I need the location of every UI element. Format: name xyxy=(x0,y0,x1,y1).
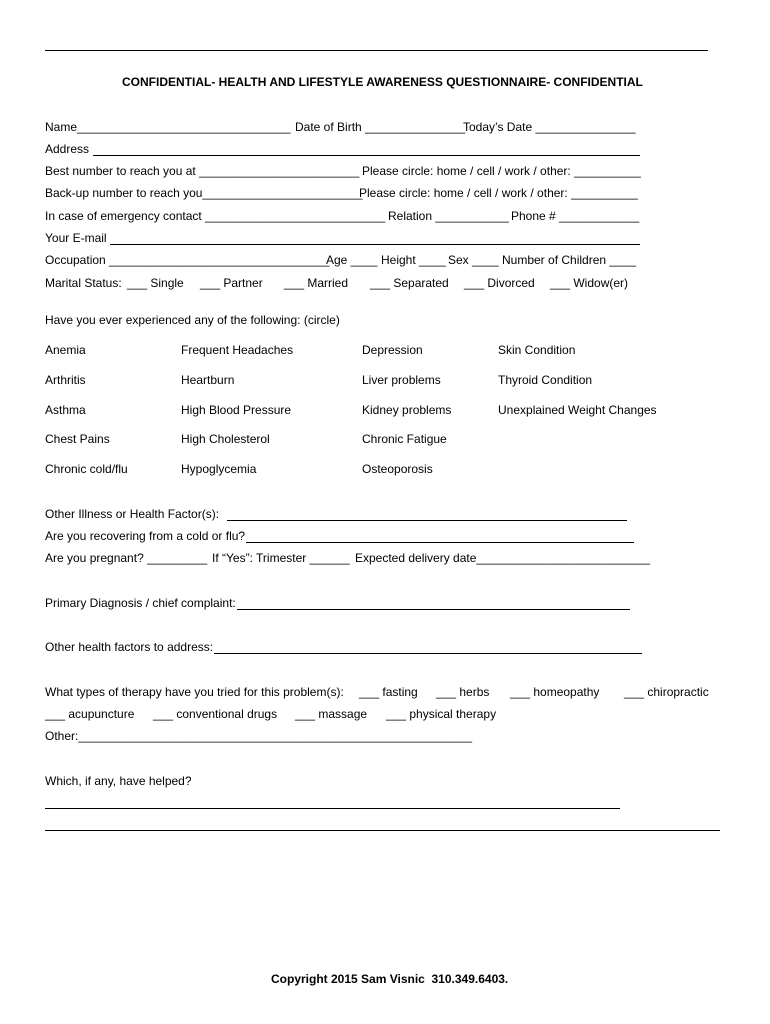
condition-item[interactable]: Unexplained Weight Changes xyxy=(498,403,657,417)
recovering-field[interactable] xyxy=(246,542,634,543)
marital-option-married[interactable]: ___ Married xyxy=(284,276,349,290)
condition-item[interactable]: Heartburn xyxy=(181,373,235,387)
email-field[interactable] xyxy=(110,244,640,245)
condition-item[interactable]: Osteoporosis xyxy=(362,462,433,476)
marital-option-divorced[interactable]: ___ Divorced xyxy=(464,276,535,290)
best-number-type[interactable]: Please circle: home / cell / work / other: __________ xyxy=(362,164,641,178)
address-label: Address xyxy=(45,142,90,156)
dob-field[interactable]: Date of Birth _______________ xyxy=(295,120,466,134)
marital-status-label: Marital Status: xyxy=(45,276,122,290)
delivery-date-field[interactable]: Expected delivery date__________________________ xyxy=(355,551,650,565)
marital-option-widow[interactable]: ___ Widow(er) xyxy=(550,276,629,290)
marital-option-partner[interactable]: ___ Partner xyxy=(200,276,263,290)
occupation-field[interactable]: Occupation _________________________________ xyxy=(45,253,330,267)
conditions-prompt: Have you ever experienced any of the following: (circle) xyxy=(45,313,340,327)
condition-item[interactable]: Depression xyxy=(362,343,423,357)
diagnosis-label: Primary Diagnosis / chief complaint: xyxy=(45,596,236,610)
marital-option-single[interactable]: ___ Single xyxy=(127,276,184,290)
top-rule xyxy=(45,50,708,51)
backup-number-type[interactable]: Please circle: home / cell / work / other: __________ xyxy=(359,186,638,200)
condition-item[interactable]: Skin Condition xyxy=(498,343,576,357)
condition-item[interactable]: Kidney problems xyxy=(362,403,452,417)
condition-item[interactable]: Arthritis xyxy=(45,373,86,387)
backup-number-field[interactable]: Back-up number to reach you________________________ xyxy=(45,186,363,200)
other-illness-label: Other Illness or Health Factor(s): xyxy=(45,507,220,521)
condition-item[interactable]: Thyroid Condition xyxy=(498,373,593,387)
therapy-option-herbs[interactable]: ___ herbs xyxy=(436,685,490,699)
therapy-option-acupuncture[interactable]: ___ acupuncture xyxy=(45,707,135,721)
trimester-field[interactable]: If “Yes”: Trimester ______ xyxy=(212,551,350,565)
condition-item[interactable]: Liver problems xyxy=(362,373,441,387)
condition-item[interactable]: Hypoglycemia xyxy=(181,462,257,476)
therapy-option-massage[interactable]: ___ massage xyxy=(295,707,368,721)
therapy-option-conventional-drugs[interactable]: ___ conventional drugs xyxy=(153,707,278,721)
relation-field[interactable]: Relation ___________ xyxy=(388,209,509,223)
therapy-option-fasting[interactable]: ___ fasting xyxy=(359,685,418,699)
condition-item[interactable]: Asthma xyxy=(45,403,86,417)
emergency-contact-field[interactable]: In case of emergency contact ___________________________ xyxy=(45,209,386,223)
condition-item[interactable]: Chronic Fatigue xyxy=(362,432,447,446)
copyright-footer: Copyright 2015 Sam Visnic 310.349.6403. xyxy=(271,972,509,986)
condition-item[interactable]: High Blood Pressure xyxy=(181,403,292,417)
condition-item[interactable]: Chest Pains xyxy=(45,432,110,446)
therapy-question: What types of therapy have you tried for this problem(s): xyxy=(45,685,344,699)
condition-item[interactable]: Anemia xyxy=(45,343,86,357)
children-field[interactable]: Number of Children ____ xyxy=(502,253,637,267)
helped-field-line-2[interactable] xyxy=(45,830,720,831)
other-factors-field[interactable] xyxy=(214,653,642,654)
condition-item[interactable]: High Cholesterol xyxy=(181,432,270,446)
recovering-label: Are you recovering from a cold or flu? xyxy=(45,529,246,543)
age-field[interactable]: Age ____ xyxy=(326,253,378,267)
sex-field[interactable]: Sex ____ xyxy=(448,253,499,267)
address-field[interactable] xyxy=(93,155,640,156)
therapy-option-homeopathy[interactable]: ___ homeopathy xyxy=(510,685,600,699)
today-date-field[interactable]: Today’s Date _______________ xyxy=(463,120,636,134)
height-field[interactable]: Height ____ xyxy=(381,253,446,267)
marital-option-separated[interactable]: ___ Separated xyxy=(370,276,449,290)
helped-field-line-1[interactable] xyxy=(45,808,620,809)
best-number-field[interactable]: Best number to reach you at ________________________ xyxy=(45,164,360,178)
diagnosis-field[interactable] xyxy=(237,609,630,610)
other-illness-field[interactable] xyxy=(227,520,627,521)
therapy-option-physical-therapy[interactable]: ___ physical therapy xyxy=(386,707,497,721)
pregnant-field[interactable]: Are you pregnant? _________ xyxy=(45,551,208,565)
therapy-option-chiropractic[interactable]: ___ chiropractic xyxy=(624,685,709,699)
email-label: Your E-mail xyxy=(45,231,107,245)
condition-item[interactable]: Frequent Headaches xyxy=(181,343,294,357)
therapy-other-field[interactable]: Other:___________________________________________________________ xyxy=(45,729,473,743)
name-field[interactable]: Name________________________________ xyxy=(45,120,291,134)
condition-item[interactable]: Chronic cold/flu xyxy=(45,462,128,476)
phone-field[interactable]: Phone # ____________ xyxy=(511,209,640,223)
helped-label: Which, if any, have helped? xyxy=(45,774,192,788)
other-factors-label: Other health factors to address: xyxy=(45,640,214,654)
page-title: CONFIDENTIAL- HEALTH AND LIFESTYLE AWARENESS QUESTIONNAIRE- CONFIDENTIAL xyxy=(122,75,643,89)
